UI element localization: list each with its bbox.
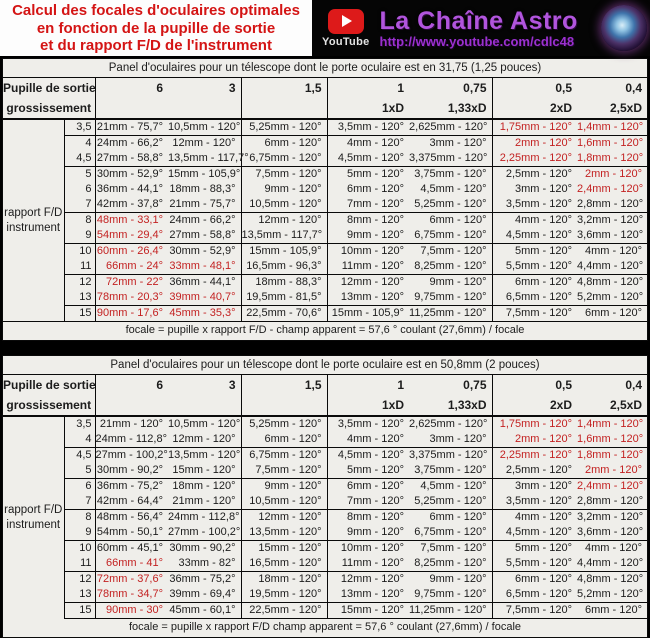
eyepiece-cell: 4,5mm - 120° <box>337 449 405 461</box>
table-title: Panel d'oculaires pour un télescope dont le porte oculaire est en 31,75 (1,25 pouces) <box>3 59 647 78</box>
eyepiece-cell: 9mm - 120° <box>327 525 409 541</box>
eyepiece-cell: 6mm - 120° <box>515 276 573 288</box>
eyepiece-cell: 45mm - 35,3° <box>168 306 241 322</box>
top-bar <box>0 0 650 56</box>
eyepiece-cell: 6,5mm - 120° <box>492 587 577 603</box>
eyepiece-cell: 6mm - 120° <box>409 213 492 229</box>
page-title <box>0 0 312 56</box>
eyepiece-cell: 12mm - 120° <box>241 213 327 229</box>
row-group-label-line: rapport F/D <box>4 206 63 219</box>
eyepiece-cell: 9mm - 120° <box>327 228 409 244</box>
fd-value: 11 <box>64 259 95 275</box>
nebula-image <box>601 5 647 51</box>
column-header-3: 3 <box>168 375 241 395</box>
fd-value: 8 <box>64 213 95 229</box>
eyepiece-cell: 7mm - 120° <box>327 197 409 213</box>
eyepiece-cell: 3,375mm - 120° <box>409 151 492 167</box>
row-group-label-line: instrument <box>6 221 61 234</box>
eyepiece-cell: 3,5mm - 120° <box>337 418 405 430</box>
eyepiece-cell: 10,5mm - 120° <box>168 418 241 430</box>
eyepiece-cell: 2,625mm - 120° <box>409 416 492 432</box>
eyepiece-cell: 6,75mm - 120° <box>409 228 492 244</box>
eyepiece-cell: 60mm - 26,4° <box>96 245 164 257</box>
column-header-0-4: 0,4 <box>625 81 643 95</box>
fd-value: 15 <box>64 306 95 322</box>
eyepiece-cell: 36mm - 75,2° <box>96 480 164 492</box>
eyepiece-cell: 72mm - 22° <box>106 276 164 288</box>
eyepiece-cell: 39mm - 69,4° <box>168 587 241 603</box>
eyepiece-cell: 36mm - 44,1° <box>96 183 164 195</box>
row-group-label-line: instrument <box>6 518 61 531</box>
column-header-0-4: 0,4 <box>625 378 643 392</box>
eyepiece-cell: 16,5mm - 96,3° <box>241 259 327 275</box>
eyepiece-cell: 3mm - 120° <box>515 480 573 492</box>
eyepiece-cell: 2,4mm - 120° <box>577 480 644 492</box>
eyepiece-cell: 2mm - 120° <box>577 463 647 479</box>
eyepiece-cell: 9,75mm - 120° <box>409 290 492 306</box>
eyepiece-cell: 3,2mm - 120° <box>577 214 644 226</box>
eyepiece-cell: 48mm - 56,4° <box>96 511 164 523</box>
eyepiece-cell: 6mm - 120° <box>577 603 647 619</box>
multiplier-header: 2,5xD <box>577 395 647 416</box>
eyepiece-cell: 3,2mm - 120° <box>577 511 644 523</box>
eyepiece-cell: 6,75mm - 120° <box>241 151 327 167</box>
eyepiece-cell: 39mm - 40,7° <box>168 290 241 306</box>
column-header-1-5: 1,5 <box>241 78 327 98</box>
eyepiece-cell: 10,5mm - 120° <box>241 494 327 510</box>
eyepiece-cell: 9mm - 120° <box>241 182 327 197</box>
eyepiece-cell: 10,5mm - 120° <box>241 197 327 213</box>
eyepiece-cell: 4,5mm - 120° <box>409 182 492 197</box>
eyepiece-cell: 66mm - 41° <box>95 556 168 572</box>
eyepiece-cell: 1,6mm - 120° <box>577 137 644 149</box>
eyepiece-cell: 5,25mm - 120° <box>241 119 327 136</box>
eyepiece-cell: 13mm - 120° <box>327 290 409 306</box>
eyepiece-cell: 18mm - 120° <box>168 479 241 495</box>
eyepiece-cell: 2,8mm - 120° <box>577 197 647 213</box>
column-header-0-5: 0,5 <box>555 378 573 392</box>
eyepiece-cell: 5mm - 120° <box>347 168 405 180</box>
row-group-label <box>3 119 64 322</box>
corner-header-line: Pupille de sortie <box>3 81 96 95</box>
eyepiece-cell: 1,4mm - 120° <box>577 119 647 136</box>
eyepiece-cell: 9mm - 120° <box>409 572 492 588</box>
eyepiece-cell: 7,5mm - 120° <box>492 603 577 619</box>
table-footer-formula: focale = pupille x rapport F/D - champ apparent = 57,6 ° coulant (27,6mm) / focale <box>125 324 525 336</box>
fd-value: 3,5 <box>64 119 95 136</box>
fd-value: 10 <box>64 541 95 557</box>
eyepiece-cell: 19,5mm - 120° <box>241 587 327 603</box>
eyepiece-cell: 15mm - 105,9° <box>241 244 327 260</box>
eyepiece-cell: 24mm - 66,2° <box>168 213 241 229</box>
eyepiece-cell: 30mm - 52,9° <box>96 168 164 180</box>
fd-value: 9 <box>64 525 95 541</box>
youtube-label: YouTube <box>322 35 370 48</box>
eyepiece-cell: 66mm - 24° <box>95 259 168 275</box>
eyepiece-cell: 90mm - 17,6° <box>95 306 168 322</box>
eyepiece-cell: 12mm - 120° <box>168 136 241 152</box>
eyepiece-cell: 36mm - 44,1° <box>168 275 241 291</box>
eyepiece-cell: 15mm - 105,9° <box>327 306 409 322</box>
eyepiece-cell: 4,4mm - 120° <box>577 259 647 275</box>
column-header-6: 6 <box>156 81 164 95</box>
eyepiece-cell: 5mm - 120° <box>515 245 573 257</box>
table-panel-2 <box>2 355 648 638</box>
eyepiece-cell: 6mm - 120° <box>347 183 405 195</box>
eyepiece-table-2-inch <box>3 375 647 619</box>
multiplier-header: 1xD <box>327 98 409 119</box>
eyepiece-cell: 3,375mm - 120° <box>409 448 492 464</box>
multiplier-header <box>95 98 168 119</box>
eyepiece-cell: 4mm - 120° <box>585 542 643 554</box>
eyepiece-cell: 2,25mm - 120° <box>499 449 573 461</box>
youtube-logo <box>322 9 370 48</box>
eyepiece-cell: 6mm - 120° <box>409 510 492 526</box>
eyepiece-cell: 6mm - 120° <box>241 136 327 152</box>
eyepiece-cell: 60mm - 45,1° <box>96 542 164 554</box>
fd-value: 4,5 <box>64 151 95 167</box>
page-title-line-2: en fonction de la pupille de sortie <box>36 19 276 37</box>
fd-value: 12 <box>64 572 95 588</box>
eyepiece-cell: 5mm - 120° <box>515 542 573 554</box>
eyepiece-cell: 5,5mm - 120° <box>492 259 577 275</box>
eyepiece-cell: 8,25mm - 120° <box>409 259 492 275</box>
fd-value: 15 <box>64 603 95 619</box>
eyepiece-cell: 13,5mm - 120° <box>168 449 241 461</box>
eyepiece-cell: 11,25mm - 120° <box>409 306 492 322</box>
eyepiece-cell: 27mm - 58,8° <box>168 228 241 244</box>
eyepiece-cell: 5,25mm - 120° <box>241 416 327 432</box>
eyepiece-cell: 9mm - 120° <box>409 275 492 291</box>
eyepiece-cell: 33mm - 82° <box>168 556 241 572</box>
eyepiece-cell: 48mm - 33,1° <box>96 214 164 226</box>
multiplier-header: 1xD <box>327 395 409 416</box>
fd-value: 13 <box>64 290 95 306</box>
eyepiece-cell: 36mm - 75,2° <box>168 572 241 588</box>
eyepiece-cell: 21mm - 75,7° <box>168 197 241 213</box>
eyepiece-cell: 3,6mm - 120° <box>577 525 647 541</box>
eyepiece-cell: 13,5mm - 117,7° <box>168 151 241 167</box>
fd-value: 8 <box>64 510 95 526</box>
fd-value: 5 <box>64 463 95 479</box>
eyepiece-cell: 5,25mm - 120° <box>409 494 492 510</box>
fd-value: 11 <box>64 556 95 572</box>
eyepiece-cell: 8,25mm - 120° <box>409 556 492 572</box>
eyepiece-cell: 4mm - 120° <box>347 137 405 149</box>
column-header-1: 1 <box>397 378 405 392</box>
page-title-line-1: Calcul des focales d'oculaires optimales <box>12 2 300 19</box>
eyepiece-cell: 6,75mm - 120° <box>241 448 327 464</box>
fd-value: 4 <box>64 136 95 152</box>
eyepiece-cell: 3,5mm - 120° <box>492 197 577 213</box>
corner-header <box>3 375 95 416</box>
multiplier-header <box>241 395 327 416</box>
eyepiece-cell: 13,5mm - 120° <box>241 525 327 541</box>
eyepiece-cell: 18mm - 88,3° <box>241 275 327 291</box>
page-title-line-3: et du rapport F/D de l'instrument <box>40 37 272 54</box>
eyepiece-cell: 3,75mm - 120° <box>409 167 492 183</box>
eyepiece-cell: 27mm - 100,2° <box>168 525 241 541</box>
eyepiece-cell: 16,5mm - 120° <box>241 556 327 572</box>
eyepiece-cell: 4,8mm - 120° <box>577 276 644 288</box>
column-header-0-5: 0,5 <box>555 81 573 95</box>
eyepiece-cell: 4,5mm - 120° <box>492 525 577 541</box>
eyepiece-cell: 2,25mm - 120° <box>492 151 577 167</box>
eyepiece-cell: 6,75mm - 120° <box>409 525 492 541</box>
youtube-banner <box>312 0 650 56</box>
eyepiece-cell: 15mm - 120° <box>327 603 409 619</box>
multiplier-header <box>168 98 241 119</box>
play-triangle-icon <box>342 15 352 27</box>
fd-value: 13 <box>64 587 95 603</box>
multiplier-header: 2xD <box>492 98 577 119</box>
row-group-label-line: rapport F/D <box>4 503 63 516</box>
eyepiece-cell: 30mm - 90,2° <box>95 463 168 479</box>
eyepiece-cell: 7,5mm - 120° <box>409 244 492 260</box>
eyepiece-cell: 13mm - 120° <box>327 587 409 603</box>
eyepiece-cell: 5mm - 120° <box>327 463 409 479</box>
eyepiece-cell: 54mm - 50,1° <box>95 525 168 541</box>
eyepiece-cell: 30mm - 90,2° <box>168 541 241 557</box>
eyepiece-cell: 5,5mm - 120° <box>492 556 577 572</box>
eyepiece-cell: 21mm - 120° <box>99 418 164 430</box>
multiplier-header: 2,5xD <box>577 98 647 119</box>
eyepiece-cell: 42mm - 64,4° <box>95 494 168 510</box>
eyepiece-cell: 8mm - 120° <box>347 214 405 226</box>
fd-value: 3,5 <box>64 416 95 432</box>
fd-value: 4 <box>64 432 95 448</box>
eyepiece-cell: 10mm - 120° <box>340 245 405 257</box>
eyepiece-cell: 4mm - 120° <box>515 511 573 523</box>
multiplier-header: 2xD <box>492 395 577 416</box>
eyepiece-cell: 3,5mm - 120° <box>327 119 409 136</box>
eyepiece-cell: 54mm - 29,4° <box>95 228 168 244</box>
eyepiece-cell: 6mm - 120° <box>577 306 647 322</box>
eyepiece-cell: 2mm - 120° <box>585 168 643 180</box>
eyepiece-cell: 5,25mm - 120° <box>409 197 492 213</box>
column-header-0-75: 0,75 <box>409 78 492 98</box>
eyepiece-cell: 4,8mm - 120° <box>577 573 644 585</box>
eyepiece-cell: 12mm - 120° <box>340 276 405 288</box>
eyepiece-cell: 2mm - 120° <box>492 432 577 448</box>
eyepiece-cell: 1,75mm - 120° <box>499 418 573 430</box>
eyepiece-cell: 3,75mm - 120° <box>409 463 492 479</box>
eyepiece-cell: 22,5mm - 70,6° <box>241 306 327 322</box>
eyepiece-cell: 9,75mm - 120° <box>409 587 492 603</box>
row-group-label <box>3 416 64 619</box>
eyepiece-cell: 6mm - 120° <box>515 573 573 585</box>
eyepiece-cell: 27mm - 58,8° <box>95 151 168 167</box>
eyepiece-cell: 12mm - 120° <box>241 510 327 526</box>
table-panel-1 <box>2 58 648 341</box>
eyepiece-cell: 4,5mm - 120° <box>327 151 409 167</box>
eyepiece-cell: 2,625mm - 120° <box>409 119 492 136</box>
eyepiece-cell: 78mm - 20,3° <box>95 290 168 306</box>
fd-value: 6 <box>64 479 95 495</box>
channel-info <box>380 8 578 49</box>
eyepiece-cell: 5,2mm - 120° <box>577 587 647 603</box>
fd-value: 5 <box>64 167 95 183</box>
column-header-1: 1 <box>397 81 405 95</box>
corner-header-line: grossissement <box>6 101 92 115</box>
eyepiece-cell: 21mm - 75,7° <box>95 119 168 136</box>
eyepiece-cell: 24mm - 112,8° <box>95 432 168 448</box>
eyepiece-cell: 21mm - 120° <box>168 494 241 510</box>
column-header-1-5: 1,5 <box>241 375 327 395</box>
eyepiece-cell: 1,6mm - 120° <box>577 432 647 448</box>
eyepiece-cell: 13,5mm - 117,7° <box>241 228 327 244</box>
eyepiece-cell: 3mm - 120° <box>409 136 492 152</box>
eyepiece-cell: 12mm - 120° <box>168 432 241 448</box>
multiplier-header <box>95 395 168 416</box>
eyepiece-cell: 18mm - 88,3° <box>168 182 241 197</box>
eyepiece-cell: 10,5mm - 120° <box>168 119 241 136</box>
eyepiece-cell: 15mm - 120° <box>241 541 327 557</box>
eyepiece-cell: 4,5mm - 120° <box>492 228 577 244</box>
eyepiece-cell: 12mm - 120° <box>340 573 405 585</box>
eyepiece-cell: 1,8mm - 120° <box>577 151 647 167</box>
table-footer-formula: focale = pupille x rapport F/D champ apparent = 57,6 ° coulant (27,6mm) / focale <box>128 621 522 633</box>
eyepiece-cell: 5,2mm - 120° <box>577 290 647 306</box>
eyepiece-cell: 30mm - 52,9° <box>168 244 241 260</box>
corner-header <box>3 78 95 119</box>
eyepiece-cell: 2,5mm - 120° <box>492 463 577 479</box>
eyepiece-cell: 9mm - 120° <box>241 479 327 495</box>
column-header-0-75: 0,75 <box>409 375 492 395</box>
eyepiece-cell: 4,4mm - 120° <box>577 556 647 572</box>
column-header-3: 3 <box>168 78 241 98</box>
eyepiece-cell: 3mm - 120° <box>515 183 573 195</box>
eyepiece-cell: 78mm - 34,7° <box>95 587 168 603</box>
eyepiece-cell: 7,5mm - 120° <box>241 463 327 479</box>
eyepiece-cell: 11mm - 120° <box>327 556 409 572</box>
eyepiece-cell: 2,5mm - 120° <box>505 168 573 180</box>
fd-value: 7 <box>64 197 95 213</box>
eyepiece-cell: 7mm - 120° <box>327 494 409 510</box>
eyepiece-cell: 15mm - 120° <box>168 463 241 479</box>
eyepiece-cell: 72mm - 37,6° <box>96 573 164 585</box>
eyepiece-cell: 2,8mm - 120° <box>577 494 647 510</box>
eyepiece-cell: 33mm - 48,1° <box>168 259 241 275</box>
eyepiece-cell: 7,5mm - 120° <box>409 541 492 557</box>
multiplier-header: 1,33xD <box>409 395 492 416</box>
eyepiece-cell: 2,4mm - 120° <box>577 183 644 195</box>
divider <box>0 341 650 355</box>
multiplier-header: 1,33xD <box>409 98 492 119</box>
eyepiece-cell: 3,6mm - 120° <box>577 228 647 244</box>
eyepiece-table-1-25-inch <box>3 78 647 322</box>
eyepiece-cell: 4,5mm - 120° <box>409 479 492 495</box>
fd-value: 10 <box>64 244 95 260</box>
column-header-6: 6 <box>156 378 164 392</box>
eyepiece-cell: 42mm - 37,8° <box>95 197 168 213</box>
eyepiece-cell: 7,5mm - 120° <box>241 167 327 183</box>
table-title: Panel d'oculaires pour un télescope dont le porte oculaire est en 50,8mm (2 pouces) <box>3 356 647 375</box>
eyepiece-cell: 6mm - 120° <box>241 432 327 448</box>
corner-header-line: grossissement <box>6 398 92 412</box>
eyepiece-cell: 11,25mm - 120° <box>409 603 492 619</box>
fd-value: 12 <box>64 275 95 291</box>
fd-value: 4,5 <box>64 448 95 464</box>
eyepiece-cell: 24mm - 112,8° <box>168 511 240 523</box>
eyepiece-cell: 4mm - 120° <box>585 245 643 257</box>
multiplier-header <box>168 395 241 416</box>
eyepiece-cell: 8mm - 120° <box>347 511 405 523</box>
eyepiece-cell: 19,5mm - 81,5° <box>241 290 327 306</box>
fd-value: 6 <box>64 182 95 197</box>
eyepiece-cell: 1,75mm - 120° <box>492 119 577 136</box>
eyepiece-cell: 22,5mm - 120° <box>241 603 327 619</box>
eyepiece-cell: 7,5mm - 120° <box>492 306 577 322</box>
eyepiece-cell: 18mm - 120° <box>241 572 327 588</box>
channel-url: http://www.youtube.com/cdlc48 <box>379 33 575 49</box>
eyepiece-cell: 45mm - 60,1° <box>168 603 241 619</box>
eyepiece-cell: 1,8mm - 120° <box>577 449 644 461</box>
fd-value: 7 <box>64 494 95 510</box>
eyepiece-cell: 15mm - 105,9° <box>168 168 241 180</box>
eyepiece-cell: 6mm - 120° <box>347 480 405 492</box>
eyepiece-cell: 10mm - 120° <box>340 542 405 554</box>
channel-name: La Chaîne Astro <box>379 6 578 35</box>
corner-header-line: Pupille de sortie <box>3 378 96 392</box>
eyepiece-cell: 2mm - 120° <box>515 137 573 149</box>
fd-value: 9 <box>64 228 95 244</box>
eyepiece-cell: 3mm - 120° <box>409 432 492 448</box>
eyepiece-cell: 4mm - 120° <box>327 432 409 448</box>
eyepiece-cell: 4mm - 120° <box>515 214 573 226</box>
eyepiece-cell: 6,5mm - 120° <box>492 290 577 306</box>
multiplier-header <box>241 98 327 119</box>
youtube-play-icon <box>328 9 364 34</box>
eyepiece-cell: 90mm - 30° <box>95 603 168 619</box>
eyepiece-cell: 11mm - 120° <box>327 259 409 275</box>
eyepiece-cell: 3,5mm - 120° <box>492 494 577 510</box>
eyepiece-cell: 1,4mm - 120° <box>577 418 644 430</box>
eyepiece-cell: 24mm - 66,2° <box>96 137 164 149</box>
eyepiece-cell: 27mm - 100,2° <box>95 449 168 461</box>
